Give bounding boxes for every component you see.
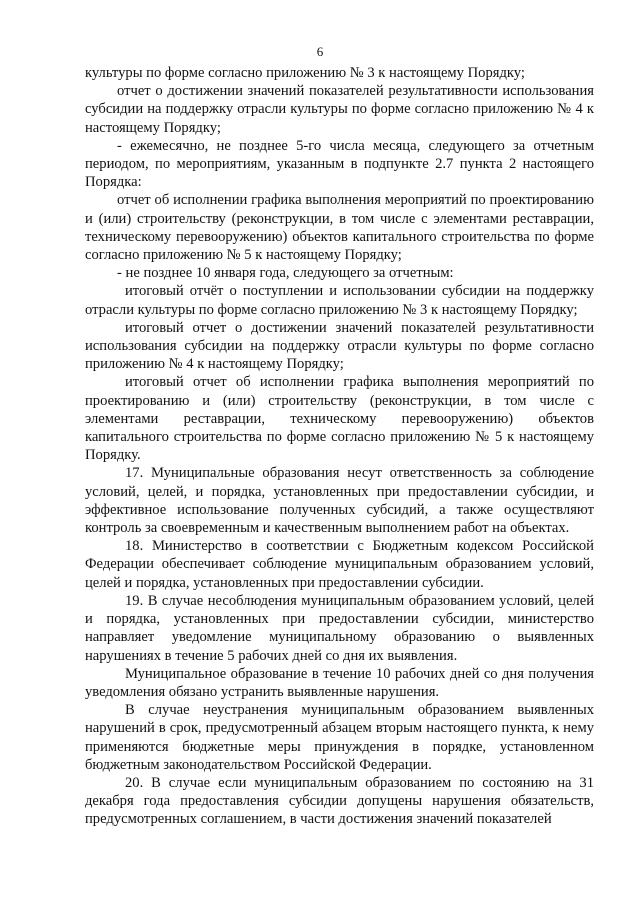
paragraph: - не позднее 10 января года, следующего за отчетным: xyxy=(117,265,454,282)
paragraph: В случае неустранения муниципальным образованием выявленных нарушений в срок, предусмотренный абзацем вторым настоящего пункта, к нему применяются бюджетные меры принуждения в порядке, установленном бюджетным законодательством Российской Федерации. xyxy=(85,702,594,773)
page-number: 6 xyxy=(316,44,324,59)
paragraph: отчет об исполнении графика выполнения мероприятий по проектированию и (или) строительству (реконструкции, в том числе с элементами реставрации, техническому перевооружению) объектов капитального строительства по форме согласно приложению № 5 к настоящему Порядку; xyxy=(85,192,594,264)
document-body xyxy=(85,64,594,829)
paragraph: Муниципальное образование в течение 10 рабочих дней со дня получения уведомления обязано устранить выявленные нарушения. xyxy=(85,665,594,700)
paragraph: 20. В случае если муниципальным образованием по состоянию на 31 декабря года предоставления субсидии допущены нарушения обязательств, предусмотренных соглашением, в части достижения значений показателей xyxy=(85,774,594,828)
paragraph: 18. Министерство в соответствии с Бюджетным кодексом Российской Федерации обеспечивает соблюдение муниципальным образованием условий, целей и порядка, установленных при предоставлении субсидии. xyxy=(85,538,594,591)
paragraph: 17. Муниципальные образования несут ответственность за соблюдение условий, целей, и порядка, установленных при предоставлении субсидии, и эффективное использование полученных субсидий, а также осуществляют контроль за своевременным и качественным выполнением работ на объектах. xyxy=(85,465,594,537)
paragraph: культуры по форме согласно приложению № 3 к настоящему Порядку; xyxy=(85,65,525,81)
paragraph: итоговый отчёт о поступлении и использовании субсидии на поддержку отрасли культуры по форме согласно приложению № 3 к настоящему Порядку; xyxy=(85,283,594,318)
paragraph: - ежемесячно, не позднее 5-го числа месяца, следующего за отчетным периодом, по мероприятиям, указанным в подпункте 2.7 пункта 2 настоящего Порядка: xyxy=(85,137,594,191)
paragraph: итоговый отчет о достижении значений показателей результативности использования субсидии на поддержку отрасли культуры по форме согласно приложению № 4 к настоящему Порядку; xyxy=(85,319,594,373)
paragraph: итоговый отчет об исполнении графика выполнения мероприятий по проектированию и (или) строительству (реконструкции, в том числе с элементами реставрации, техническому перевооружению) объектов капитального строительства по форме согласно приложению № 5 к настоящему Порядку. xyxy=(85,374,594,464)
paragraph: 19. В случае несоблюдения муниципальным образованием условий, целей и порядка, установленных при предоставлении субсидии, министерство направляет уведомление муниципальному образованию о выявленных нарушениях в течение 5 рабочих дней со дня их выявления. xyxy=(85,592,594,664)
paragraph: отчет о достижении значений показателей результативности использования субсидии на поддержку отрасли культуры по форме согласно приложению № 4 к настоящему Порядку; xyxy=(85,83,594,136)
